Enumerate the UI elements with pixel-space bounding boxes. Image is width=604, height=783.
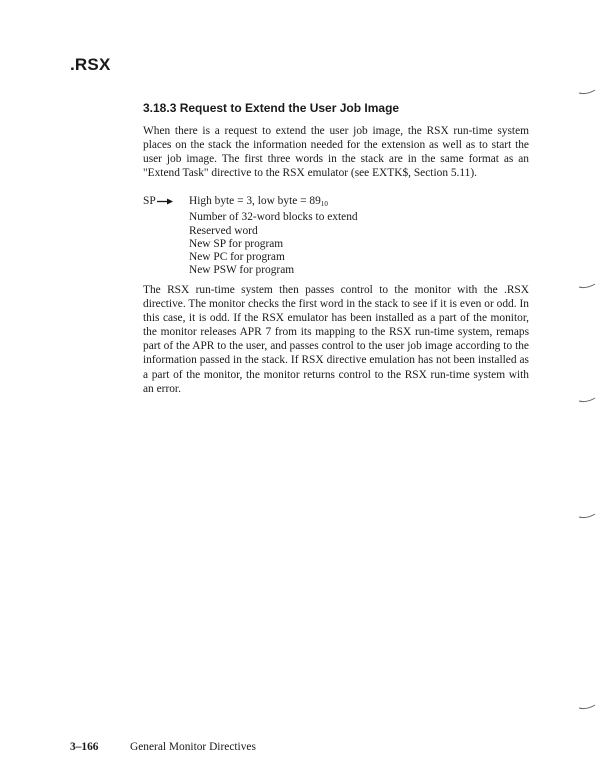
intro-paragraph: When there is a request to extend the user job image, the RSX run-time system places on the stack the information needed for the extension as well as to start the user job image. The first three words in the stack are in the same format as an "Extend Task" directive to the RSX emulator (see EXTK$, Section 5.11). [143, 125, 529, 180]
stack-pointer-label [143, 195, 173, 208]
stack-entry: New PC for program [189, 251, 285, 264]
stack-entry-text: High byte = 3, low byte = 89 [189, 195, 321, 207]
section-heading: 3.18.3 Request to Extend the User Job Image [143, 101, 400, 115]
chapter-title: General Monitor Directives [130, 741, 256, 753]
right-arrow-icon [157, 198, 173, 205]
stack-entry: New SP for program [189, 237, 284, 250]
stack-entry: Number of 32-word blocks to extend [189, 211, 358, 224]
binding-mark-icon [578, 512, 596, 520]
page-number: 3–166 [70, 741, 99, 753]
binding-mark-icon [578, 282, 596, 290]
binding-mark-icon [578, 703, 596, 711]
stack-entries [189, 195, 358, 278]
binding-mark-icon [578, 396, 596, 404]
binding-mark-icon [578, 88, 596, 96]
subscript-radix: 10 [320, 200, 328, 208]
stack-entry: Reserved word [189, 224, 258, 237]
stack-entry: New PSW for program [189, 264, 295, 277]
control-paragraph: The RSX run-time system then passes control to the monitor with the .RSX directive. The monitor checks the first word in the stack to see if it is even or odd. In this case, it is odd. If the RSX emulator has been installed as a part of the monitor, the monitor releases APR 7 from its mapping to the RSX run-time system, remaps part of the APR to the user, and passes control to the user job image according to the information passed in the stack. If RSX directive emulation has not been installed as a part of the monitor, the monitor returns control to the RSX run-time system with an error. [143, 284, 529, 395]
running-head: .RSX [70, 55, 111, 74]
stack-pointer-text: SP [143, 195, 156, 207]
stack-entry [189, 195, 358, 211]
